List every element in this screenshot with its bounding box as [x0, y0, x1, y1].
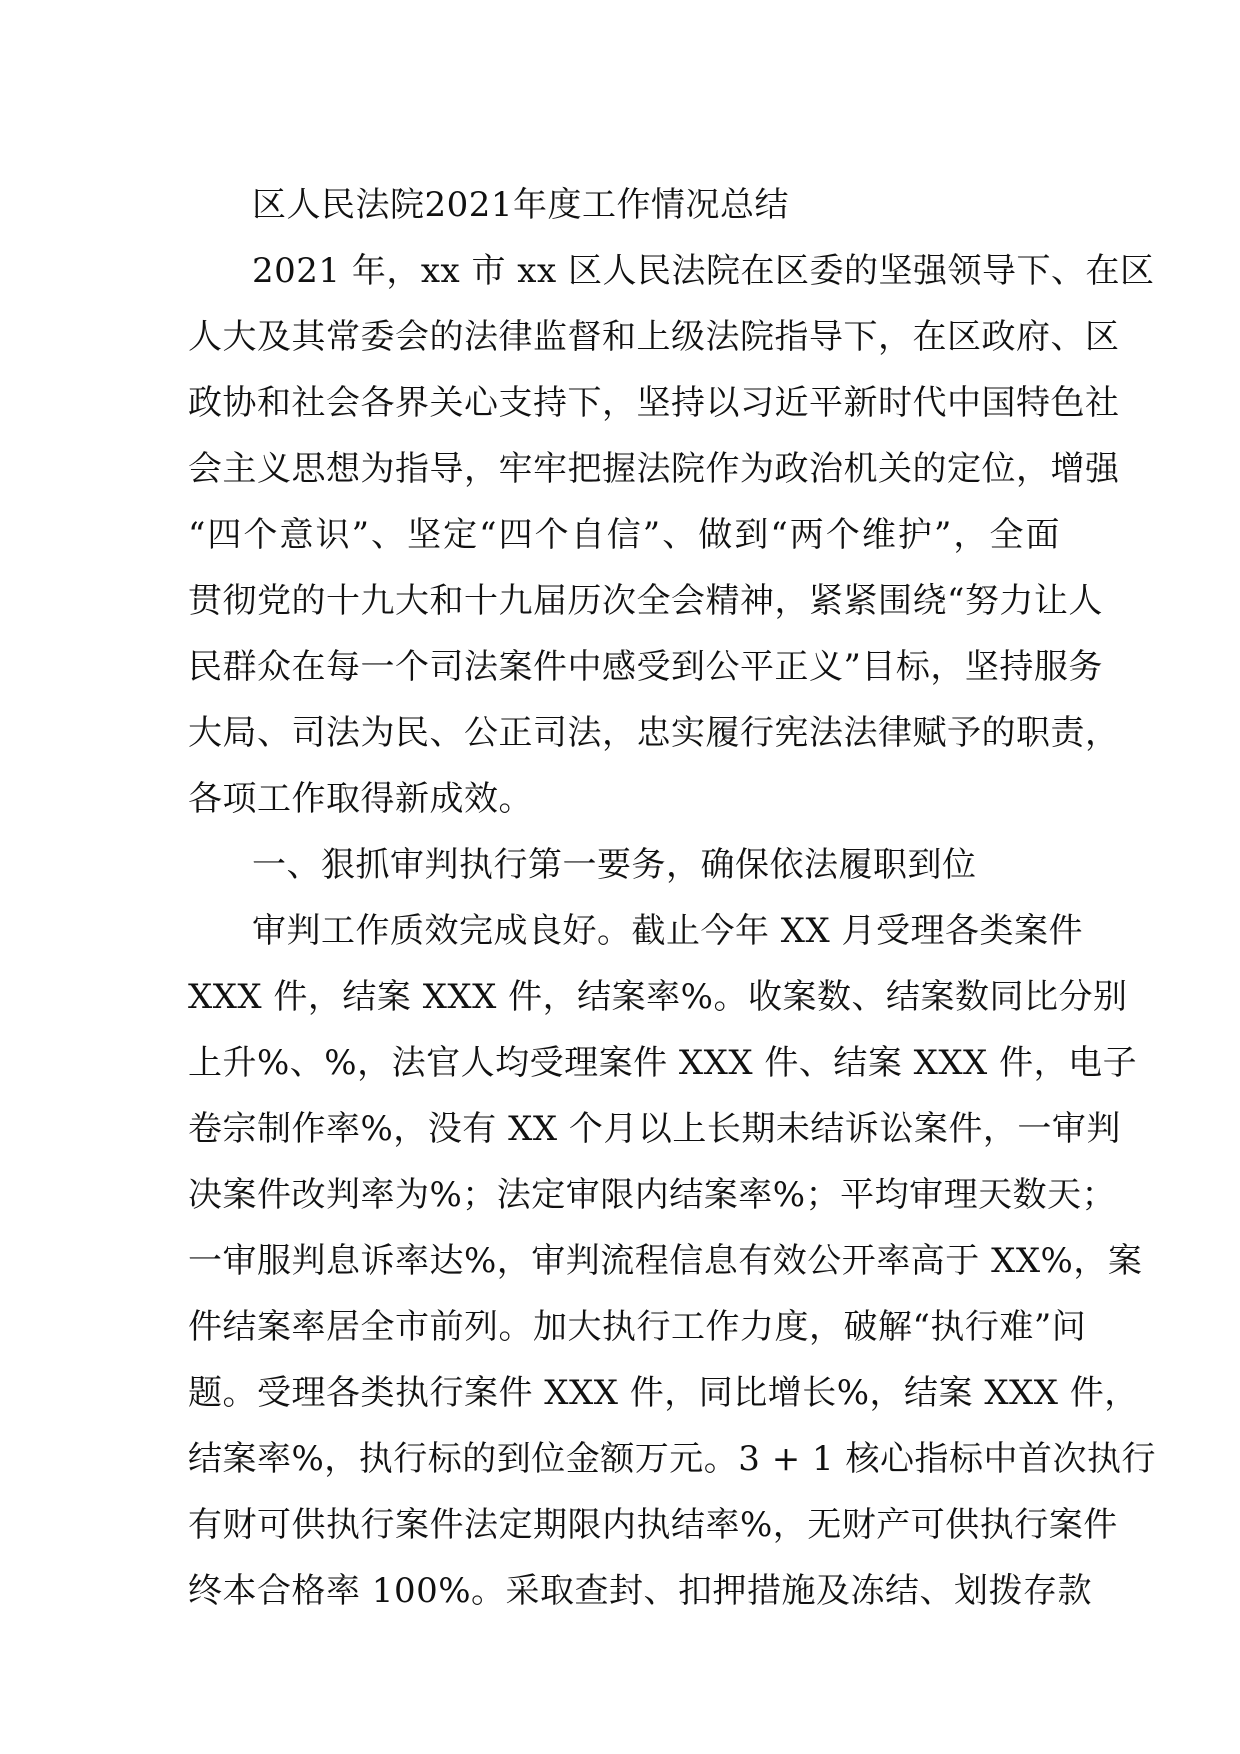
text-line: XXX 件，结案 XXX 件，结案率%。收案数、结案数同比分别 [188, 977, 1128, 1017]
text-line: “四个意识”、坚定“四个自信”、做到“两个维护”，全面 [188, 515, 1060, 555]
text-line: 各项工作取得新成效。 [188, 779, 533, 819]
text-line: 审判工作质效完成良好。截止今年 XX 月受理各类案件 [252, 911, 1084, 951]
text-line: 政协和社会各界关心支持下，坚持以习近平新时代中国特色社 [188, 383, 1120, 423]
text-line: 2021 年，xx 市 xx 区人民法院在区委的坚强领导下、在区 [252, 251, 1155, 291]
paragraph-trial-work [188, 898, 1156, 1624]
text-line: 决案件改判率为%；法定审限内结案率%；平均审理天数天； [188, 1175, 1117, 1215]
text-line: 件结案率居全市前列。加大执行工作力度，破解“执行难”问 [188, 1307, 1087, 1347]
text-line: 上升%、%，法官人均受理案件 XXX 件、结案 XXX 件，电子 [188, 1043, 1138, 1083]
document-title: 区人民法院2021年度工作情况总结 [252, 185, 790, 225]
text-line: 会主义思想为指导，牢牢把握法院作为政治机关的定位，增强 [188, 449, 1120, 489]
section-heading [188, 832, 1060, 898]
text-line: 人大及其常委会的法律监督和上级法院指导下，在区政府、区 [188, 317, 1120, 357]
text-line: 一审服判息诉率达%，审判流程信息有效公开率高于 XX%，案 [188, 1241, 1143, 1281]
text-line: 大局、司法为民、公正司法，忠实履行宪法法律赋予的职责， [188, 713, 1120, 753]
text-line: 结案率%，执行标的到位金额万元。3 + 1 核心指标中首次执行 [188, 1439, 1156, 1479]
heading-line: 一、狠抓审判执行第一要务，确保依法履职到位 [252, 845, 977, 885]
text-line: 民群众在每一个司法案件中感受到公平正义”目标，坚持服务 [188, 647, 1103, 687]
text-line: 贯彻党的十九大和十九届历次全会精神，紧紧围绕“努力让人 [188, 581, 1103, 621]
document-body [188, 172, 1156, 1624]
text-line: 终本合格率 100%。采取查封、扣押措施及冻结、划拨存款 [188, 1571, 1093, 1611]
paragraph-intro [188, 238, 1155, 832]
text-line: 题。受理各类执行案件 XXX 件，同比增长%，结案 XXX 件， [188, 1373, 1139, 1413]
text-line: 卷宗制作率%，没有 XX 个月以上长期未结诉讼案件，一审判 [188, 1109, 1121, 1149]
text-line: 有财可供执行案件法定期限内执结率%，无财产可供执行案件 [188, 1505, 1118, 1545]
